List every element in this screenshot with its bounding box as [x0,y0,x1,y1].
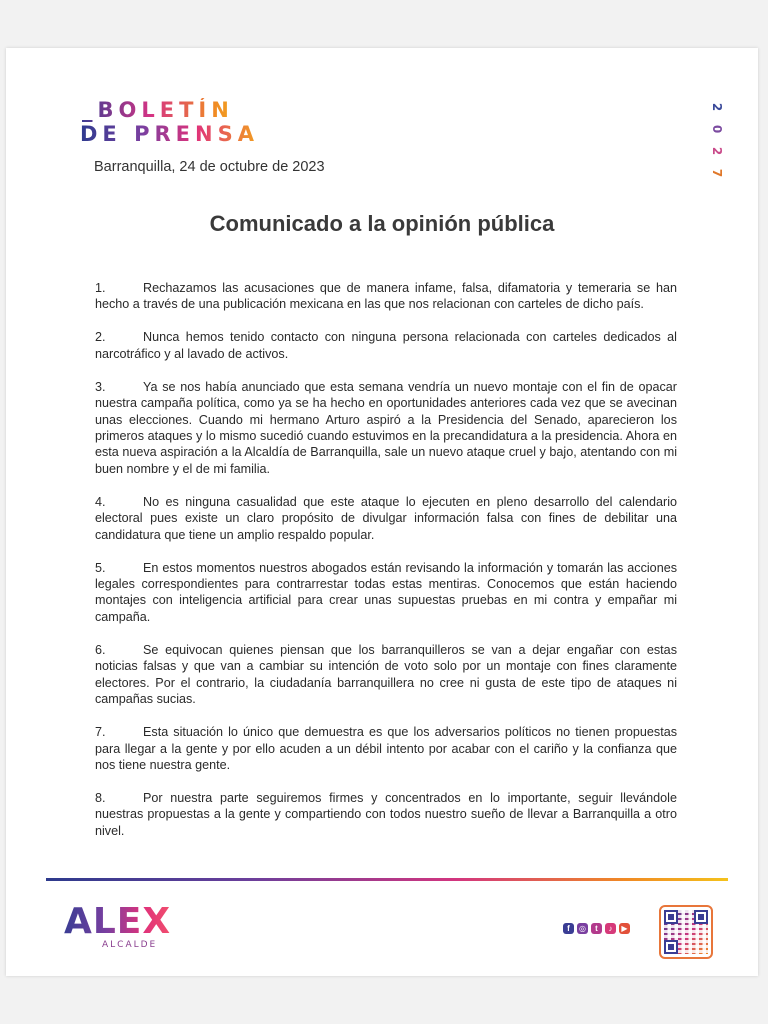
numbered-paragraph [95,379,677,477]
paragraph-text: En estos momentos nuestros abogados están revisando la información y tomarán las acciones legales correspondientes para contrarrestar todas estas mentiras. Conocemos que están haciendo montajes con inteligencia artificial para crear unas supuestas pruebas en mi contra y empañar mi campaña. [95,560,677,624]
qr-code-icon[interactable] [659,905,713,959]
paragraph-text: Esta situación lo único que demuestra es que los adversarios políticos no tienen propuestas para llegar a la gente y por ello acuden a un débil intento por acabar con el cariño y la confianza que nos tiene nuestra gente. [95,725,677,772]
paragraph-text: Ya se nos había anunciado que esta semana vendría un nuevo montaje con el fin de opacar nuestra campaña política, como ya se ha hecho en oportunidades anteriores cada vez que se avecinan unas elecciones. Cuando mi hermano Arturo aspiró a la Presidencia del Senado, aparecieron los primeros ataques y lo mismo sucedió cuando estuvimos en la precandidatura a la presidencia. Ahora en esta nueva aspiración a la Alcaldía de Barranquilla, sale un nuevo ataque cruel y bajo, atentando con mi buen nombre y el de mi familia. [95,379,677,476]
twitter-icon[interactable]: t [591,923,602,934]
press-release-page [6,48,758,976]
year-digit: 0 [710,124,724,134]
paragraph-number: 2. [95,330,106,345]
numbered-paragraph [95,560,677,626]
numbered-paragraph [95,724,677,773]
year-digit: 2 [710,146,724,156]
paragraph-text: Por nuestra parte seguiremos firmes y concentrados en lo importante, seguir llevándole nuestras propuestas a la gente y compartiendo con todos nuestro sueño de llevar a Barranquilla a otro nivel. [95,790,677,838]
facebook-icon[interactable]: f [563,923,574,934]
tiktok-icon[interactable]: ♪ [605,923,616,934]
paragraph-text: Rechazamos las acusaciones que de manera infame, falsa, difamatoria y temeraria se han hecho a través de una publicación mexicana en las que nos relacionan con carteles de dicho país. [95,281,677,312]
paragraph-number: 5. [95,560,106,575]
paragraph-text: Nunca hemos tenido contacto con ninguna persona relacionada con carteles dedicados al narcotráfico y al lavado de activos. [95,330,677,361]
numbered-paragraph [95,329,677,362]
boletin-label: _BOLETÍN [80,98,259,122]
youtube-icon[interactable]: ▶ [619,923,630,934]
qr-finder [664,940,678,954]
qr-finder [694,910,708,924]
footer-gradient-divider [46,878,728,881]
statement-body [95,280,677,856]
instagram-icon[interactable]: ◎ [577,923,588,934]
year-digit: 7 [710,168,724,178]
vertical-year-mark [710,96,724,184]
social-icons [563,923,630,935]
press-date: Barranquilla, 24 de octubre de 2023 [94,159,325,175]
paragraph-number: 7. [95,725,106,740]
year-digit: 2 [710,102,724,112]
paragraph-number: 6. [95,642,106,657]
paragraph-number: 1. [95,281,106,295]
numbered-paragraph [95,494,677,543]
qr-finder [664,910,678,924]
paragraph-number: 8. [95,790,106,805]
paragraph-number: 4. [95,494,106,509]
paragraph-text: Se equivocan quienes piensan que los barranquilleros se van a dejar engañar con estas noticias falsas y que van a cambiar su intención de voto solo por un montaje con fines claramente electores. Por el contrario, la ciudadanía barranquillera no cree ni gusta de este tipo de ataques ni campañas sucias. [95,642,677,707]
alex-alcalde-logo [64,901,172,950]
paragraph-number: 3. [95,379,106,394]
numbered-paragraph [95,642,677,708]
numbered-paragraph [95,280,677,313]
page-title: Comunicado a la opinión pública [209,211,555,236]
qr-pattern [664,910,708,954]
numbered-paragraph [95,790,677,839]
logo-subtitle: ALCALDE [102,940,158,950]
logo-wordmark: ALEX [64,901,172,942]
de-prensa-label: DE PRENSA [80,122,259,146]
boletin-de-prensa-heading [80,98,259,146]
paragraph-text: No es ninguna casualidad que este ataque lo ejecuten en pleno desarrollo del calendario electoral pues existe un claro propósito de divulgar información falsa con fines de debilitar una candidatura que tiene un amplio respaldo popular. [95,494,677,542]
